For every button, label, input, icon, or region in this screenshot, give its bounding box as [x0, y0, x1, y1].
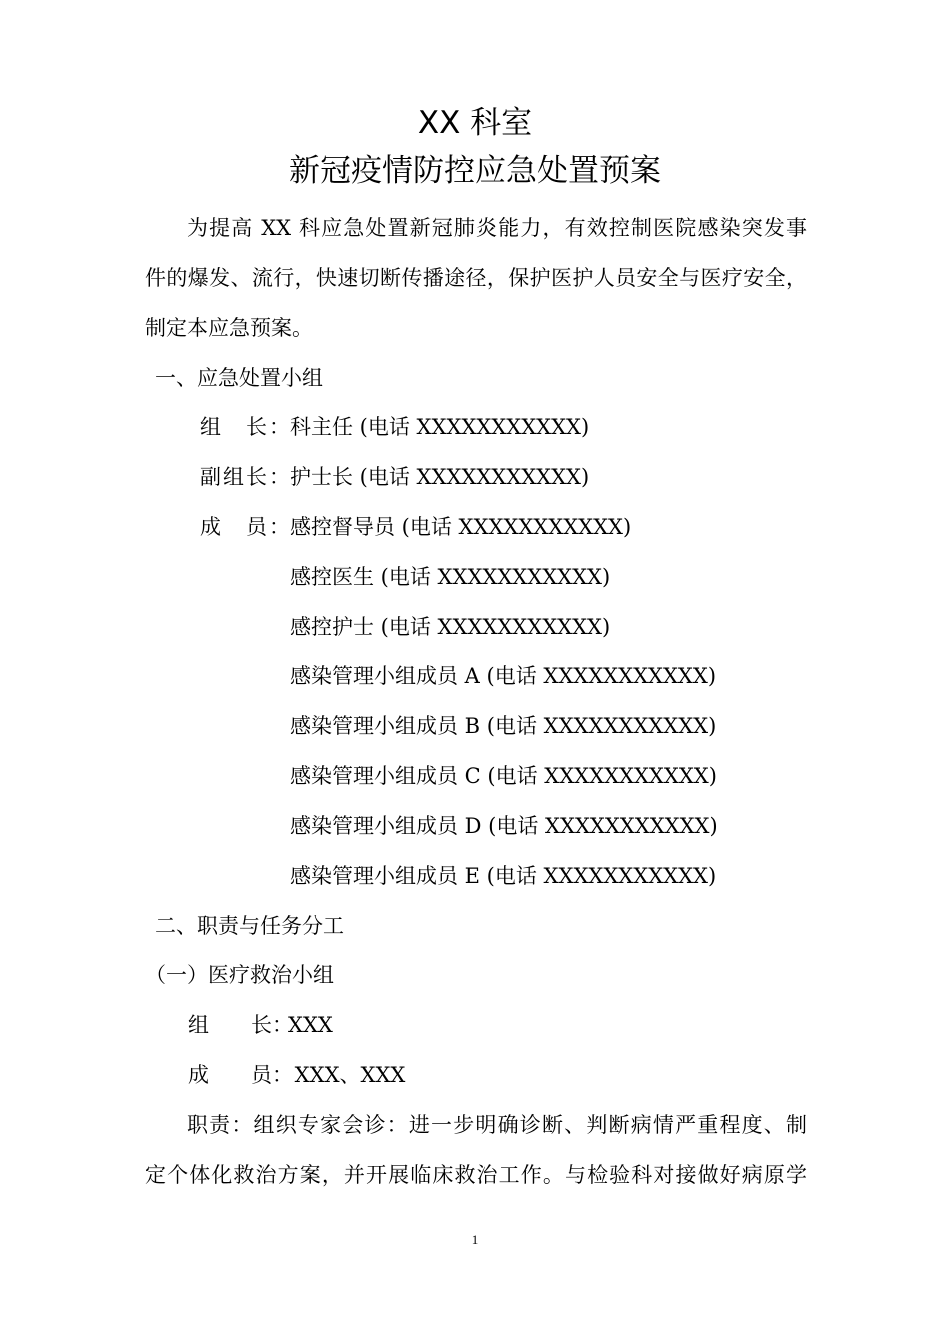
deputy-leader-value: 护士长 (电话 XXXXXXXXXXX): [290, 465, 590, 489]
medical-leader-value: XXX: [288, 1013, 333, 1037]
document-title-dept: XX 科室: [417, 105, 533, 141]
medical-leader-row: [188, 1011, 333, 1039]
medical-members-value: XXX、XXX: [288, 1063, 406, 1087]
section-2-heading: 二、职责与任务分工: [155, 914, 344, 938]
members-row: [200, 513, 631, 541]
subsection-medical-heading: （一）医疗救治小组: [145, 963, 334, 987]
member-item: 感染管理小组成员 E (电话 XXXXXXXXXXX): [290, 864, 717, 888]
section-1-heading: 一、应急处置小组: [155, 366, 323, 390]
group-leader-role: 组 长：: [200, 415, 290, 439]
member-item: 感控督导员 (电话 XXXXXXXXXXX): [290, 515, 632, 539]
member-item: 感染管理小组成员 D (电话 XXXXXXXXXXX): [290, 814, 718, 838]
duty-line-1: 职责：组织专家会诊：进一步明确诊断、判断病情严重程度、制: [187, 1113, 807, 1137]
member-item: 感控护士 (电话 XXXXXXXXXXX): [290, 615, 611, 639]
member-item: 感染管理小组成员 A (电话 XXXXXXXXXXX): [290, 664, 717, 688]
members-role: 成 员：: [200, 515, 290, 539]
group-leader-value: 科主任 (电话 XXXXXXXXXXX): [290, 415, 590, 439]
intro-line-1: 为提高 XX 科应急处置新冠肺炎能力，有效控制医院感染突发事: [187, 216, 807, 240]
document-title-plan: 新冠疫情防控应急处置预案: [289, 153, 661, 189]
member-item: 感染管理小组成员 C (电话 XXXXXXXXXXX): [290, 764, 717, 788]
intro-line-2: 件的爆发、流行，快速切断传播途径，保护医护人员安全与医疗安全，: [145, 266, 807, 290]
medical-leader-role: 组 长：: [188, 1013, 293, 1037]
member-item: 感染管理小组成员 B (电话 XXXXXXXXXXX): [290, 714, 717, 738]
group-leader-row: [200, 413, 589, 441]
page-number: 1: [471, 1232, 479, 1247]
deputy-leader-role: 副组长：: [200, 465, 290, 489]
member-item: 感控医生 (电话 XXXXXXXXXXX): [290, 565, 611, 589]
medical-members-role: 成 员：: [188, 1063, 293, 1087]
deputy-leader-row: [200, 463, 589, 491]
duty-line-2: 定个体化救治方案，并开展临床救治工作。与检验科对接做好病原学: [145, 1163, 807, 1187]
medical-members-row: [188, 1061, 405, 1089]
intro-line-3: 制定本应急预案。: [145, 316, 313, 340]
